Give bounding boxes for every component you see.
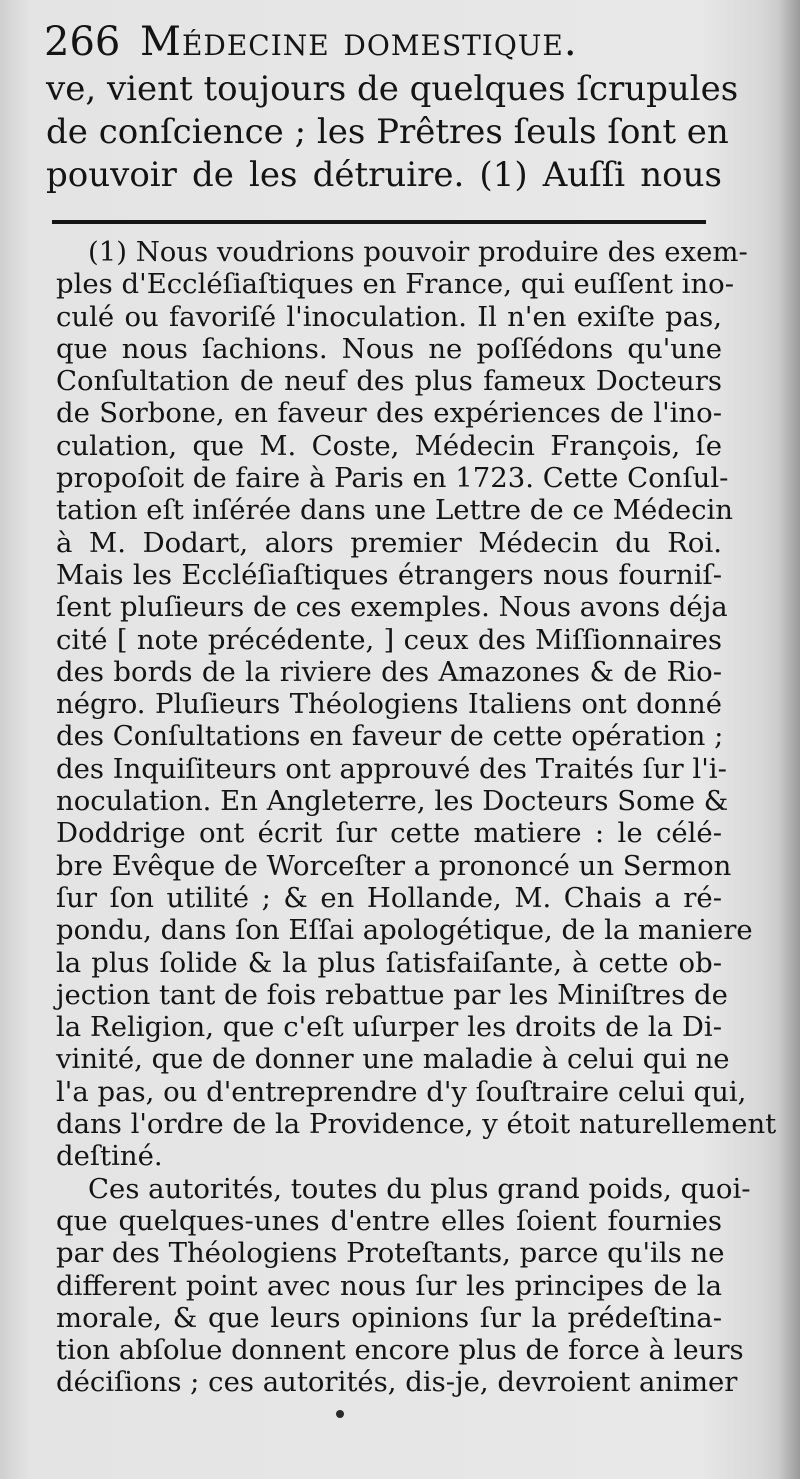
footnote-line: l'a pas, ou d'entreprendre d'y ſouſtraire celui qui, xyxy=(56,1075,747,1108)
footnote-line: vinité, que de donner une maladie à celui qui ne xyxy=(56,1043,730,1076)
footnote-line: déciſions ; ces autorités, dis-je, devroient animer xyxy=(56,1366,738,1399)
main-text-line: de conſcience ; les Prêtres ſeuls ſont en xyxy=(46,112,729,152)
footnote-line: Doddrige ont écrit ſur cette matiere : le célé- xyxy=(56,817,722,850)
footnote-line: culation, que M. Coste, Médecin François, ſe xyxy=(56,429,722,462)
footnote-line: noculation. En Angleterre, les Docteurs Some & xyxy=(56,785,729,818)
footnote-line: des Inquiſiteurs ont approuvé des Traités ſur l'i- xyxy=(56,752,727,785)
footnote-line: morale, & que leurs opinions ſur la prédeſtina- xyxy=(56,1301,722,1334)
footnote-line: Conſultation de neuf des plus fameux Docteurs xyxy=(56,365,722,398)
footnote xyxy=(56,236,777,1399)
main-text-line: pouvoir de les détruire. (1) Auſſi nous xyxy=(46,155,722,195)
footnote-separator-rule xyxy=(52,220,706,224)
footnote-line: culé ou favoriſé l'inoculation. Il n'en exiſte pas, xyxy=(56,300,722,333)
footnote-line: pondu, dans ſon Eſſai apologétique, de la maniere xyxy=(56,914,753,947)
footnote-line: (1) Nous voudrions pouvoir produire des exem- xyxy=(88,236,748,268)
footnote-line: à M. Dodart, alors premier Médecin du Roi. xyxy=(56,526,722,559)
running-title: Médecine domestique. xyxy=(140,19,578,65)
footnote-line: ſur ſon utilité ; & en Hollande, M. Chais a ré- xyxy=(56,881,722,914)
footnote-line: par des Théologiens Proteſtants, parce qu'ils ne xyxy=(56,1237,725,1270)
footnote-line: de Sorbone, en faveur des expériences de l'ino- xyxy=(56,397,722,430)
footnote-line: ples d'Eccléſiaſtiques en France, qui euſſent ino- xyxy=(56,268,735,301)
footnote-line: tation eſt inſérée dans une Lettre de ce Médecin xyxy=(56,494,733,527)
footnote-line: different point avec nous ſur les principes de la xyxy=(56,1269,722,1302)
page-edge-shadow xyxy=(778,0,800,1479)
footnote-line: que nous ſachions. Nous ne poſſédons qu'une xyxy=(56,332,722,365)
footnote-line: propoſoit de faire à Paris en 1723. Cette Conſul- xyxy=(56,462,729,495)
running-header xyxy=(44,14,744,70)
footnote-line: dans l'ordre de la Providence, y étoit naturellement xyxy=(56,1108,777,1141)
footnote-line: bre Evêque de Worceſter a prononcé un Sermon xyxy=(56,849,732,882)
footnote-line: négro. Pluſieurs Théologiens Italiens ont donné xyxy=(56,688,722,721)
ink-speck xyxy=(336,1410,344,1418)
footnote-line: Ces autorités, toutes du plus grand poids, quoi- xyxy=(88,1172,751,1205)
footnote-line: la Religion, que c'eſt uſurper les droits de la Di- xyxy=(56,1011,722,1044)
footnote-line: ſent pluſieurs de ces exemples. Nous avons déja xyxy=(56,591,728,624)
footnote-line: tion abſolue donnent encore plus de force à leurs xyxy=(56,1334,744,1367)
footnote-line: des bords de la riviere des Amazones & de Rio- xyxy=(56,655,722,688)
footnote-line: jection tant de fois rebattue par les Miniſtres de xyxy=(56,978,728,1011)
footnote-line: la plus ſolide & la plus ſatisfaiſante, à cette ob- xyxy=(56,946,722,979)
page-number: 266 xyxy=(44,19,121,65)
footnote-line: cité [ note précédente, ] ceux des Miſſionnaires xyxy=(56,623,722,656)
footnote-line: deſtiné. xyxy=(56,1140,163,1173)
footnote-line: Mais les Eccléſiaſtiques étrangers nous fourniſ- xyxy=(56,558,722,591)
main-text xyxy=(46,68,739,197)
footnote-line: des Conſultations en faveur de cette opération ; xyxy=(56,720,724,753)
footnote-line: que quelques-unes d'entre elles ſoient fournies xyxy=(56,1204,722,1237)
main-text-line: ve, vient toujours de quelques ſcrupules xyxy=(46,69,739,109)
